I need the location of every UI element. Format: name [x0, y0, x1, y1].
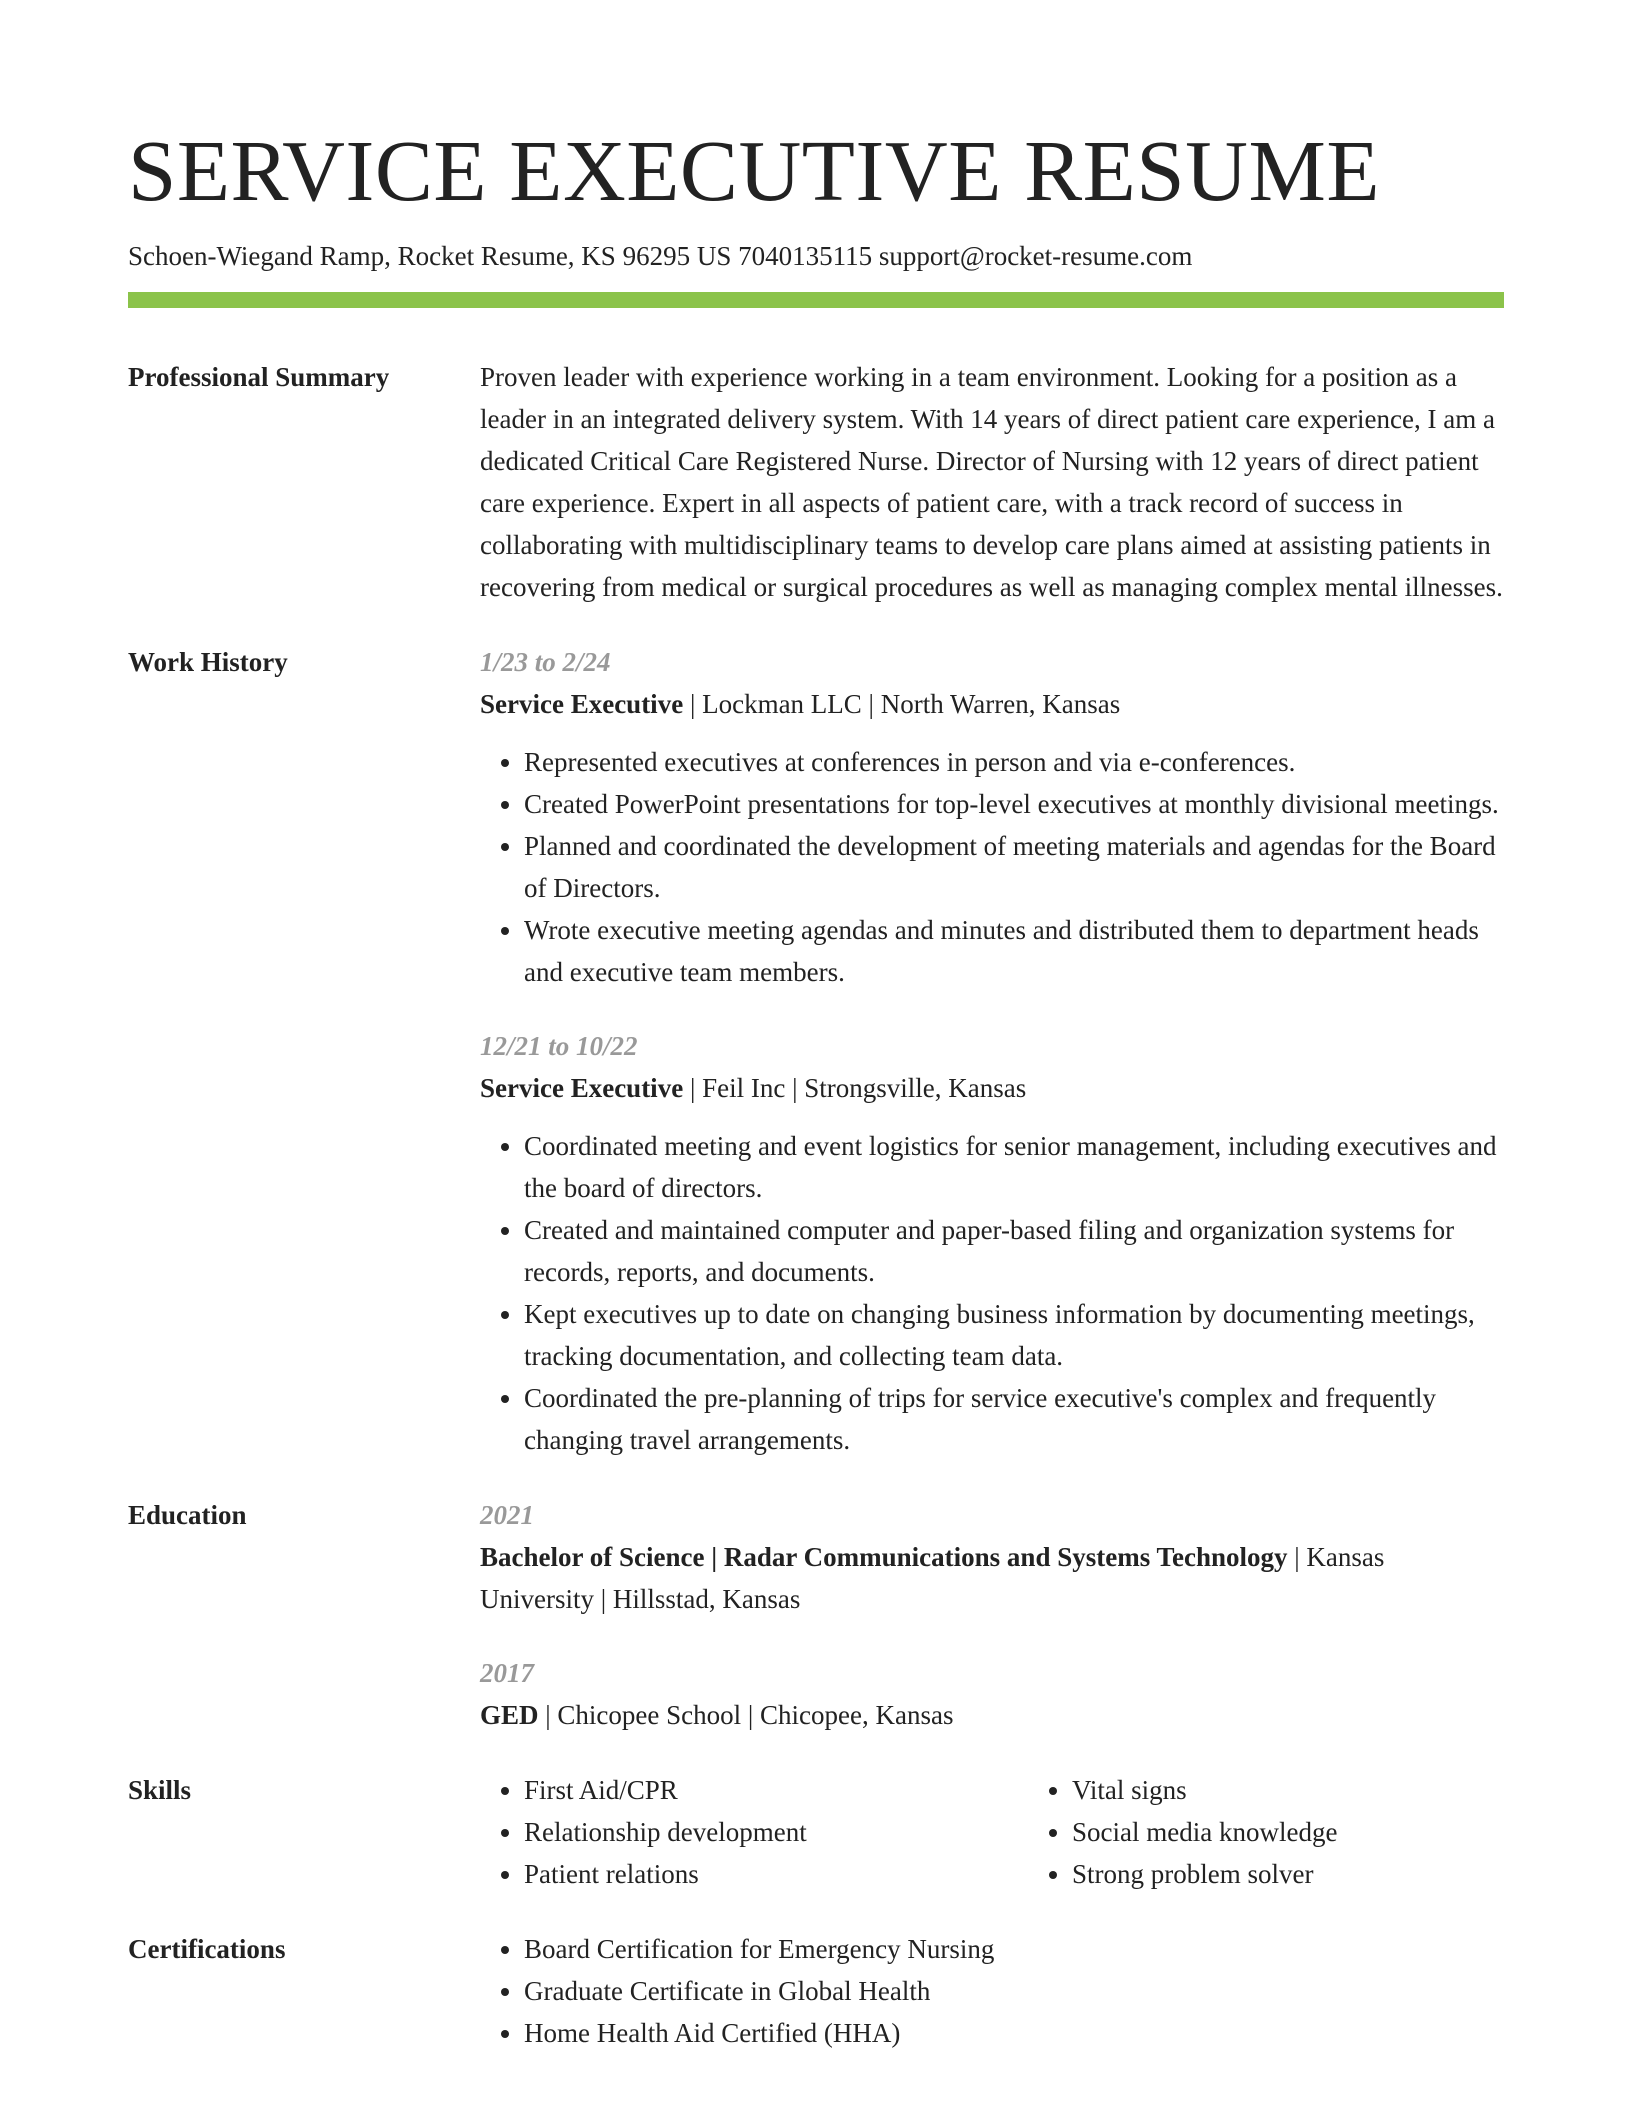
job-details: | Lockman LLC | North Warren, Kansas: [683, 689, 1121, 719]
summary-section: [128, 356, 1504, 608]
education-year: 2021: [480, 1500, 534, 1530]
skill-item: • Patient relations: [524, 1853, 1028, 1895]
job-bullet: • Wrote executive meeting agendas and minutes and distributed them to department heads and executive team members.: [524, 909, 1504, 993]
job-bullet-list: [480, 741, 1504, 993]
resume-title: SERVICE EXECUTIVE RESUME: [128, 122, 1381, 219]
skills-list-left: [480, 1769, 1028, 1895]
education-year: 2017: [480, 1658, 534, 1688]
certifications-list: [480, 1928, 1504, 2054]
job-bullet: • Represented executives at conferences in person and via e-conferences.: [524, 741, 1504, 783]
job-bullet: • Planned and coordinated the development of meeting materials and agendas for the Board of Directors.: [524, 825, 1504, 909]
education-entry: [480, 1652, 1504, 1736]
skill-item: • First Aid/CPR: [524, 1769, 1028, 1811]
education-details: | Kansas University | Hillsstad, Kansas: [480, 1542, 1385, 1614]
skill-item: • Strong problem solver: [1072, 1853, 1337, 1895]
education-line: [480, 1536, 1504, 1620]
header-divider: [128, 292, 1504, 308]
job-bullet: • Kept executives up to date on changing business information by documenting meetings, tracking documentation, and collecting team data.: [524, 1293, 1504, 1377]
contact-line: Schoen-Wiegand Ramp, Rocket Resume, KS 96295 US 7040135115 support@rocket-resume.com: [128, 241, 1193, 271]
job-title: Service Executive: [480, 1073, 684, 1103]
skills-section: [128, 1769, 1504, 1895]
summary-text: Proven leader with experience working in a team environment. Looking for a position as a leader in an integrated delivery system. With 14 years of direct patient care experience, I am a dedicated Critical Care Registered Nurse. Director of Nursing with 12 years of direct patient care experience. Expert in all aspects of patient care, with a track record of success in collaborating with multidisciplinary teams to develop care plans aimed at assisting patients in recovering from medical or surgical procedures as well as managing complex mental illnesses.: [480, 362, 1503, 602]
job-title: Service Executive: [480, 689, 684, 719]
certification-item: • Home Health Aid Certified (HHA): [524, 2012, 1504, 2054]
section-title-summary: Professional Summary: [128, 362, 390, 392]
job-bullet: • Created and maintained computer and paper-based filing and organization systems for records, reports, and documents.: [524, 1209, 1504, 1293]
resume-page: [128, 0, 1504, 2054]
education-entry: [480, 1494, 1504, 1620]
job-entry: [480, 1025, 1504, 1461]
summary-body: [480, 356, 1504, 608]
certifications-body: [480, 1928, 1504, 2054]
skills-list-right: [1028, 1769, 1337, 1895]
education-details: | Chicopee School | Chicopee, Kansas: [538, 1700, 954, 1730]
skills-body: [480, 1769, 1504, 1895]
certification-item: • Board Certification for Emergency Nursing: [524, 1928, 1504, 1970]
education-degree: Bachelor of Science | Radar Communications and Systems Technology: [480, 1542, 1288, 1572]
section-title-education: Education: [128, 1500, 247, 1530]
education-line: [480, 1694, 1504, 1736]
education-degree: GED: [480, 1700, 539, 1730]
job-role-line: [480, 683, 1504, 725]
education-section: [128, 1494, 1504, 1736]
job-dates: 1/23 to 2/24: [480, 647, 611, 677]
skill-item: • Relationship development: [524, 1811, 1028, 1853]
section-title-skills: Skills: [128, 1775, 192, 1805]
section-title-certifications: Certifications: [128, 1934, 286, 1964]
job-bullet: • Coordinated meeting and event logistics for senior management, including executives and the board of directors.: [524, 1125, 1504, 1209]
job-bullet: • Coordinated the pre-planning of trips for service executive's complex and frequently changing travel arrangements.: [524, 1377, 1504, 1461]
job-bullet: • Created PowerPoint presentations for top-level executives at monthly divisional meetings.: [524, 783, 1504, 825]
skill-item: • Social media knowledge: [1072, 1811, 1337, 1853]
work-history-section: [128, 641, 1504, 1461]
section-title-work-history: Work History: [128, 647, 288, 677]
education-body: [480, 1494, 1504, 1736]
job-details: | Feil Inc | Strongsville, Kansas: [683, 1073, 1027, 1103]
job-entry: [480, 641, 1504, 993]
certification-item: • Graduate Certificate in Global Health: [524, 1970, 1504, 2012]
job-role-line: [480, 1067, 1504, 1109]
skill-item: • Vital signs: [1072, 1769, 1337, 1811]
certifications-section: [128, 1928, 1504, 2054]
work-history-body: [480, 641, 1504, 1461]
job-bullet-list: [480, 1125, 1504, 1461]
job-dates: 12/21 to 10/22: [480, 1031, 638, 1061]
